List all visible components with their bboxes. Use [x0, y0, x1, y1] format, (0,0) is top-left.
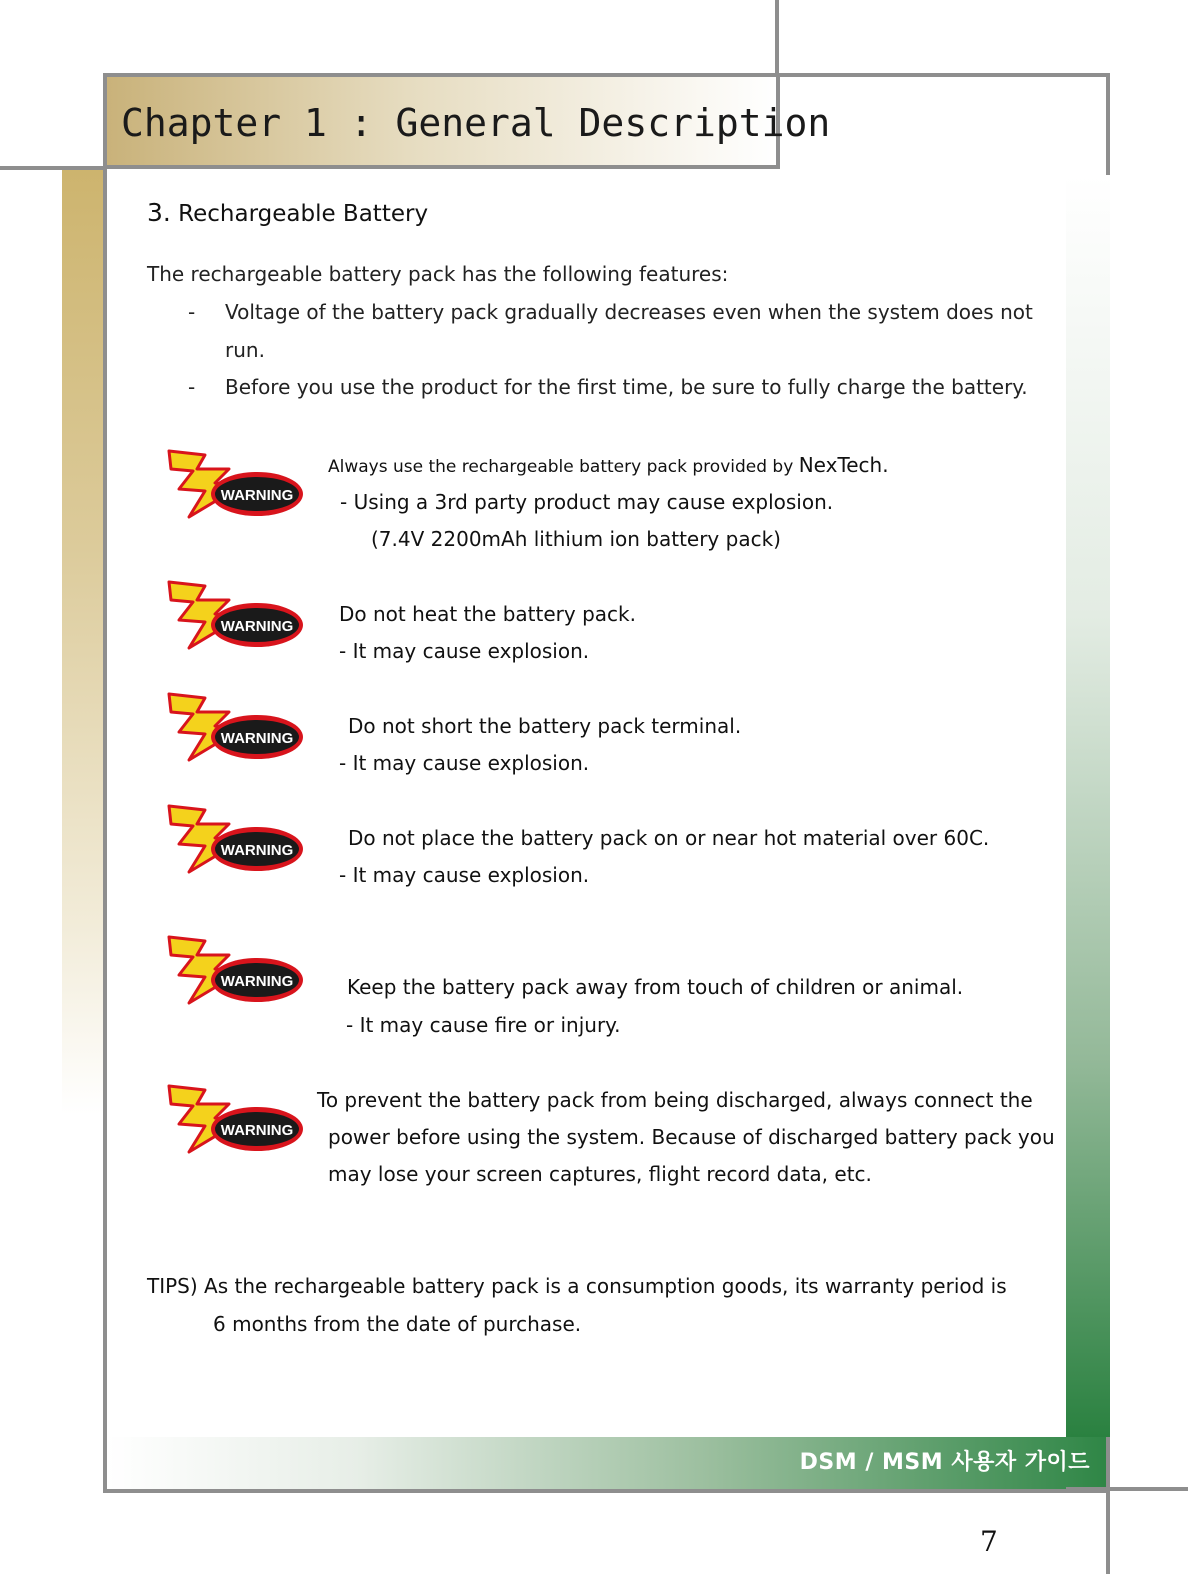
section-title [147, 198, 428, 227]
warning-1-line-1 [328, 453, 889, 477]
frame-line-bottom-vertical [1106, 1487, 1110, 1574]
bullet-dash: - [188, 375, 196, 399]
warning-5-line-2: - It may cause fire or injury. [346, 1013, 621, 1037]
warning-icon-label: WARNING [220, 618, 294, 635]
warning-1-line-3: (7.4V 2200mAh lithium ion battery pack) [371, 527, 781, 551]
warning-icon [167, 578, 305, 650]
warning-icon-label: WARNING [220, 730, 294, 747]
frame-line-right-horizontal [1066, 1487, 1188, 1491]
warning-icon-label: WARNING [220, 487, 294, 504]
right-green-bar [1066, 175, 1110, 1437]
warning-3-line-1: Do not short the battery pack terminal. [348, 714, 742, 738]
warning-6-line-2: power before using the system. Because of discharged battery pack you [328, 1125, 1055, 1149]
warning-icon-label: WARNING [220, 1122, 294, 1139]
left-gold-bar [62, 170, 103, 1115]
warning-icon [167, 933, 305, 1005]
warning-1-line-2: - Using a 3rd party product may cause explosion. [340, 490, 834, 514]
warning-4-line-1: Do not place the battery pack on or near hot material over 60C. [348, 826, 990, 850]
warning-icon [167, 690, 305, 762]
intro-text: The rechargeable battery pack has the following features: [147, 262, 729, 286]
footer-brand: DSM / MSM 사용자 가이드 [799, 1450, 1090, 1475]
warning-icon [167, 1082, 305, 1154]
feature-1-line-2: run. [225, 338, 265, 362]
warning-icon [167, 447, 305, 519]
warning-3-line-2: - It may cause explosion. [339, 751, 590, 775]
chapter-title: Chapter 1 : General Description [121, 101, 831, 145]
warning-1-brand: NexTech. [798, 453, 889, 477]
chapter-header [103, 73, 831, 169]
bullet-dash: - [188, 300, 196, 324]
warning-5-line-1: Keep the battery pack away from touch of children or animal. [347, 975, 964, 999]
warning-1-line-1-text: Always use the rechargeable battery pack provided by [328, 457, 799, 477]
warning-6-line-1: To prevent the battery pack from being discharged, always connect the [317, 1088, 1033, 1112]
warning-icon-label: WARNING [220, 842, 294, 859]
section-number: 3. [147, 198, 171, 227]
tips-line-1: TIPS) As the rechargeable battery pack is a consumption goods, its warranty period is [147, 1274, 1007, 1298]
warning-icon [167, 802, 305, 874]
warning-2-line-2: - It may cause explosion. [339, 639, 590, 663]
warning-2-line-1: Do not heat the battery pack. [339, 602, 636, 626]
tips-line-2: 6 months from the date of purchase. [213, 1312, 582, 1336]
feature-2-line-1: Before you use the product for the first time, be sure to fully charge the battery. [225, 375, 1028, 399]
warning-4-line-2: - It may cause explosion. [339, 863, 590, 887]
warning-icon-label: WARNING [220, 973, 294, 990]
warning-6-line-3: may lose your screen captures, flight record data, etc. [328, 1162, 872, 1186]
page-number: 7 [980, 1525, 998, 1558]
feature-1-line-1: Voltage of the battery pack gradually decreases even when the system does not [225, 300, 1033, 324]
section-title-text: Rechargeable Battery [178, 201, 429, 227]
